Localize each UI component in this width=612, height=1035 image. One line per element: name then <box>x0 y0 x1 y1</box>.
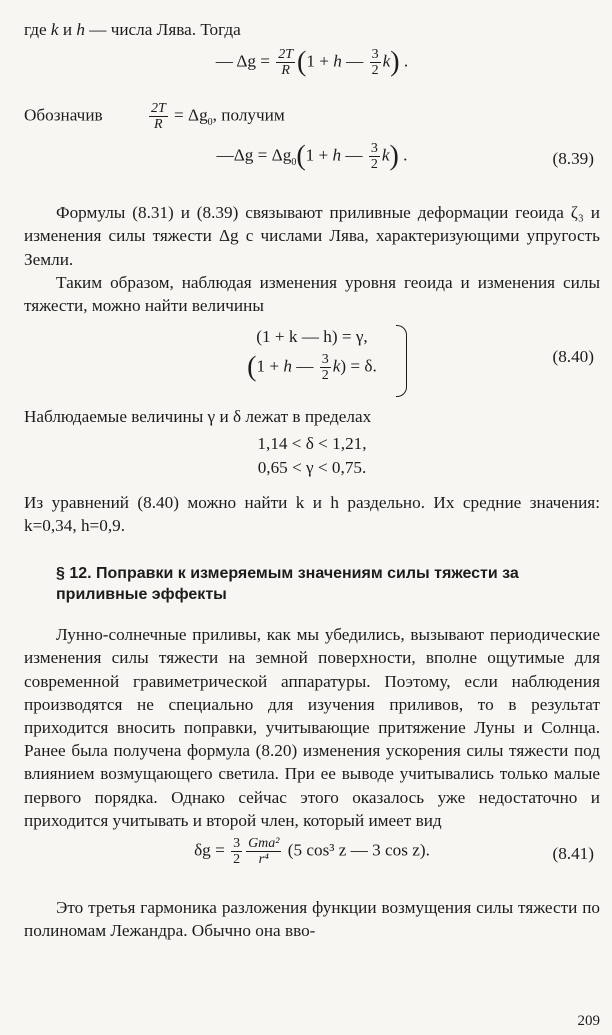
system-row-2 <box>24 352 600 383</box>
eq-lhs: —Δg = Δg <box>216 145 292 165</box>
denote-line <box>24 101 600 141</box>
var-k: k <box>382 51 391 71</box>
numerator: 3 <box>321 352 329 368</box>
eq-dot: . <box>398 145 408 165</box>
brace <box>396 325 407 397</box>
fraction <box>369 141 380 172</box>
denominator: 2 <box>321 368 329 384</box>
fraction <box>320 352 331 383</box>
eq-lhs: δg = <box>194 840 230 860</box>
paragraph: Это третья гармоника разложения функции возмущения силы тяжести по полиномам Лежандра. Обычно она вво- <box>24 898 600 941</box>
eq-term: — <box>341 51 368 71</box>
paragraph: Таким образом, наблюдая изменения уровня геоида и изменения силы тяжести, можно найти величины <box>24 272 600 316</box>
fraction <box>246 836 281 867</box>
text: и <box>58 20 77 39</box>
var-k: k <box>381 145 390 165</box>
paren: ) <box>390 46 400 78</box>
paragraph: Из уравнений (8.40) можно найти k и h раздельно. Их средние значения: k=0,34, h=0,9. <box>24 492 600 536</box>
eq-term: 1 + <box>305 145 333 165</box>
paragraph: Наблюдаемые величины γ и δ лежат в пределах <box>24 407 372 427</box>
equation-number: (8.41) <box>552 844 594 864</box>
numerator: 3 <box>371 47 379 63</box>
eq-rhs: = Δg <box>169 105 208 125</box>
var-h: h <box>283 356 292 376</box>
eq-dot: . <box>399 51 409 71</box>
numerator: 3 <box>370 141 378 157</box>
denominator: 2 <box>233 852 241 868</box>
denominator: 2 <box>371 63 379 79</box>
eq-term: 1 + <box>256 356 284 376</box>
eq-term: 1 + <box>306 51 334 71</box>
eq-tail: ) = δ. <box>340 356 377 376</box>
fraction <box>149 101 168 132</box>
inequality-2: 0,65 < γ < 0,75. <box>257 457 367 477</box>
eq-rhs: (5 cos³ z — 3 cos z). <box>283 840 430 860</box>
system-row-1: (1 + k — h) = γ, <box>256 327 368 347</box>
denominator: 2 <box>370 157 378 173</box>
intro-line <box>24 18 600 41</box>
equation-number: (8.39) <box>552 149 594 169</box>
equation-8-41 <box>24 836 600 884</box>
eq-lhs: — Δg = <box>215 51 275 71</box>
text: где <box>24 20 51 39</box>
denominator: R <box>154 117 163 133</box>
section-heading: § 12. Поправки к измеряемым значениям силы тяжести за приливные эффекты <box>56 565 519 604</box>
eq-term: — <box>291 356 318 376</box>
var-k: k <box>332 356 341 376</box>
text: , получим <box>212 105 285 125</box>
text: — числа Лява. Тогда <box>84 20 241 39</box>
numerator: 2T <box>278 47 294 63</box>
paragraph: Формулы (8.31) и (8.39) связывают приливные деформации геоида ζ₃ и изменения силы тяжести Δg с числами Лява, характеризующими упругость Земли. <box>24 203 600 269</box>
paren: ) <box>389 140 399 172</box>
book-page <box>24 18 600 942</box>
fraction <box>370 47 381 78</box>
denominator: R <box>281 63 290 79</box>
numerator: Gma² <box>248 836 280 852</box>
equation-8-40 <box>24 321 600 399</box>
inequality-1: 1,14 < δ < 1,21, <box>257 434 367 454</box>
numerator: 2T <box>150 101 166 117</box>
equation-number: (8.40) <box>552 347 594 367</box>
fraction <box>231 836 242 867</box>
subscript: 0 <box>207 117 213 129</box>
paren: ( <box>296 140 306 172</box>
paren: ( <box>247 351 257 383</box>
var-h: h <box>333 51 342 71</box>
equation-1 <box>24 47 600 93</box>
denominator: r⁴ <box>258 852 269 868</box>
paren: ( <box>297 46 307 78</box>
equation-8-39 <box>24 141 600 187</box>
paragraph: Лунно-солнечные приливы, как мы убедились, вызывают периодические изменения силы тяжести на земной поверхности, вполне ощутимые для современной гравиметрической аппаратуры. Поэтому, если наблюдения производятся не специально для изучения приливов, то в результат приходится вносить поправки, учитывающие притяжение Луны и Солнца. Ранее была получена формула (8.20) изменения ускорения силы тяжести под влиянием возмущающего светила. При ее выводе учитывались только малые первого порядка. Однако сейчас этого оказалось уже недостаточно и приходится учитывать и второй член, который имеет вид <box>24 625 600 830</box>
numerator: 3 <box>233 836 241 852</box>
page-number: 209 <box>577 1013 600 1029</box>
var-h: h <box>332 145 342 165</box>
fraction <box>276 47 295 78</box>
eq-term: — <box>341 145 367 165</box>
var-h: h <box>76 20 85 39</box>
text: Обозначив <box>24 105 103 125</box>
subscript: 0 <box>291 157 297 169</box>
var-k: k <box>50 20 59 39</box>
